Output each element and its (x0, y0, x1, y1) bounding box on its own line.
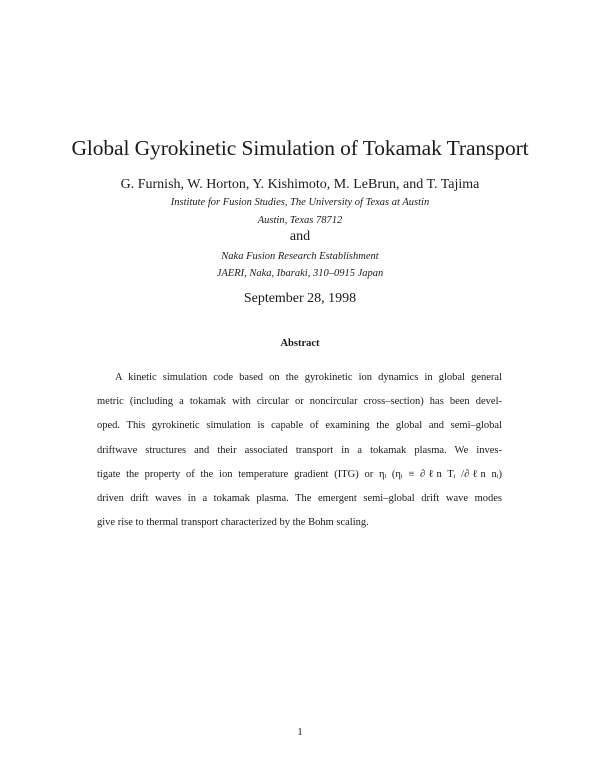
affiliation-2-line-2: JAERI, Naka, Ibaraki, 310–0915 Japan (216, 268, 384, 279)
paper-title: Global Gyrokinetic Simulation of Tokamak Transport (71, 136, 529, 160)
affiliation-separator: and (289, 229, 311, 244)
abstract-body (97, 366, 502, 535)
page-number: 1 (297, 726, 303, 738)
abstract-line: oped. This gyrokinetic simulation is capable of examining the global and semi–global (97, 420, 502, 432)
abstract-line: metric (including a tokamak with circular or noncircular cross–section) has been devel- (97, 396, 502, 408)
abstract-heading: Abstract (280, 338, 320, 349)
author-list: G. Furnish, W. Horton, Y. Kishimoto, M. LeBrun, and T. Tajima (120, 177, 480, 192)
abstract-line: driven drift waves in a tokamak plasma. The emergent semi–global drift wave modes (97, 492, 502, 504)
affiliation-1-line-1: Institute for Fusion Studies, The University of Texas at Austin (170, 197, 430, 208)
affiliation-1-line-2: Austin, Texas 78712 (257, 215, 343, 226)
abstract-line: A kinetic simulation code based on the gyrokinetic ion dynamics in global general (115, 372, 502, 383)
abstract-line: driftwave structures and their associated transport in a tokamak plasma. We inves- (97, 444, 502, 456)
abstract-line: give rise to thermal transport characterized by the Bohm scaling. (97, 517, 369, 529)
abstract-line: tigate the property of the ion temperature gradient (ITG) or ηᵢ (ηᵢ ≡ ∂ℓn Tᵢ /∂ℓn nᵢ) (97, 468, 502, 480)
affiliation-2-line-1: Naka Fusion Research Establishment (221, 251, 379, 262)
paper-date: September 28, 1998 (243, 291, 357, 306)
